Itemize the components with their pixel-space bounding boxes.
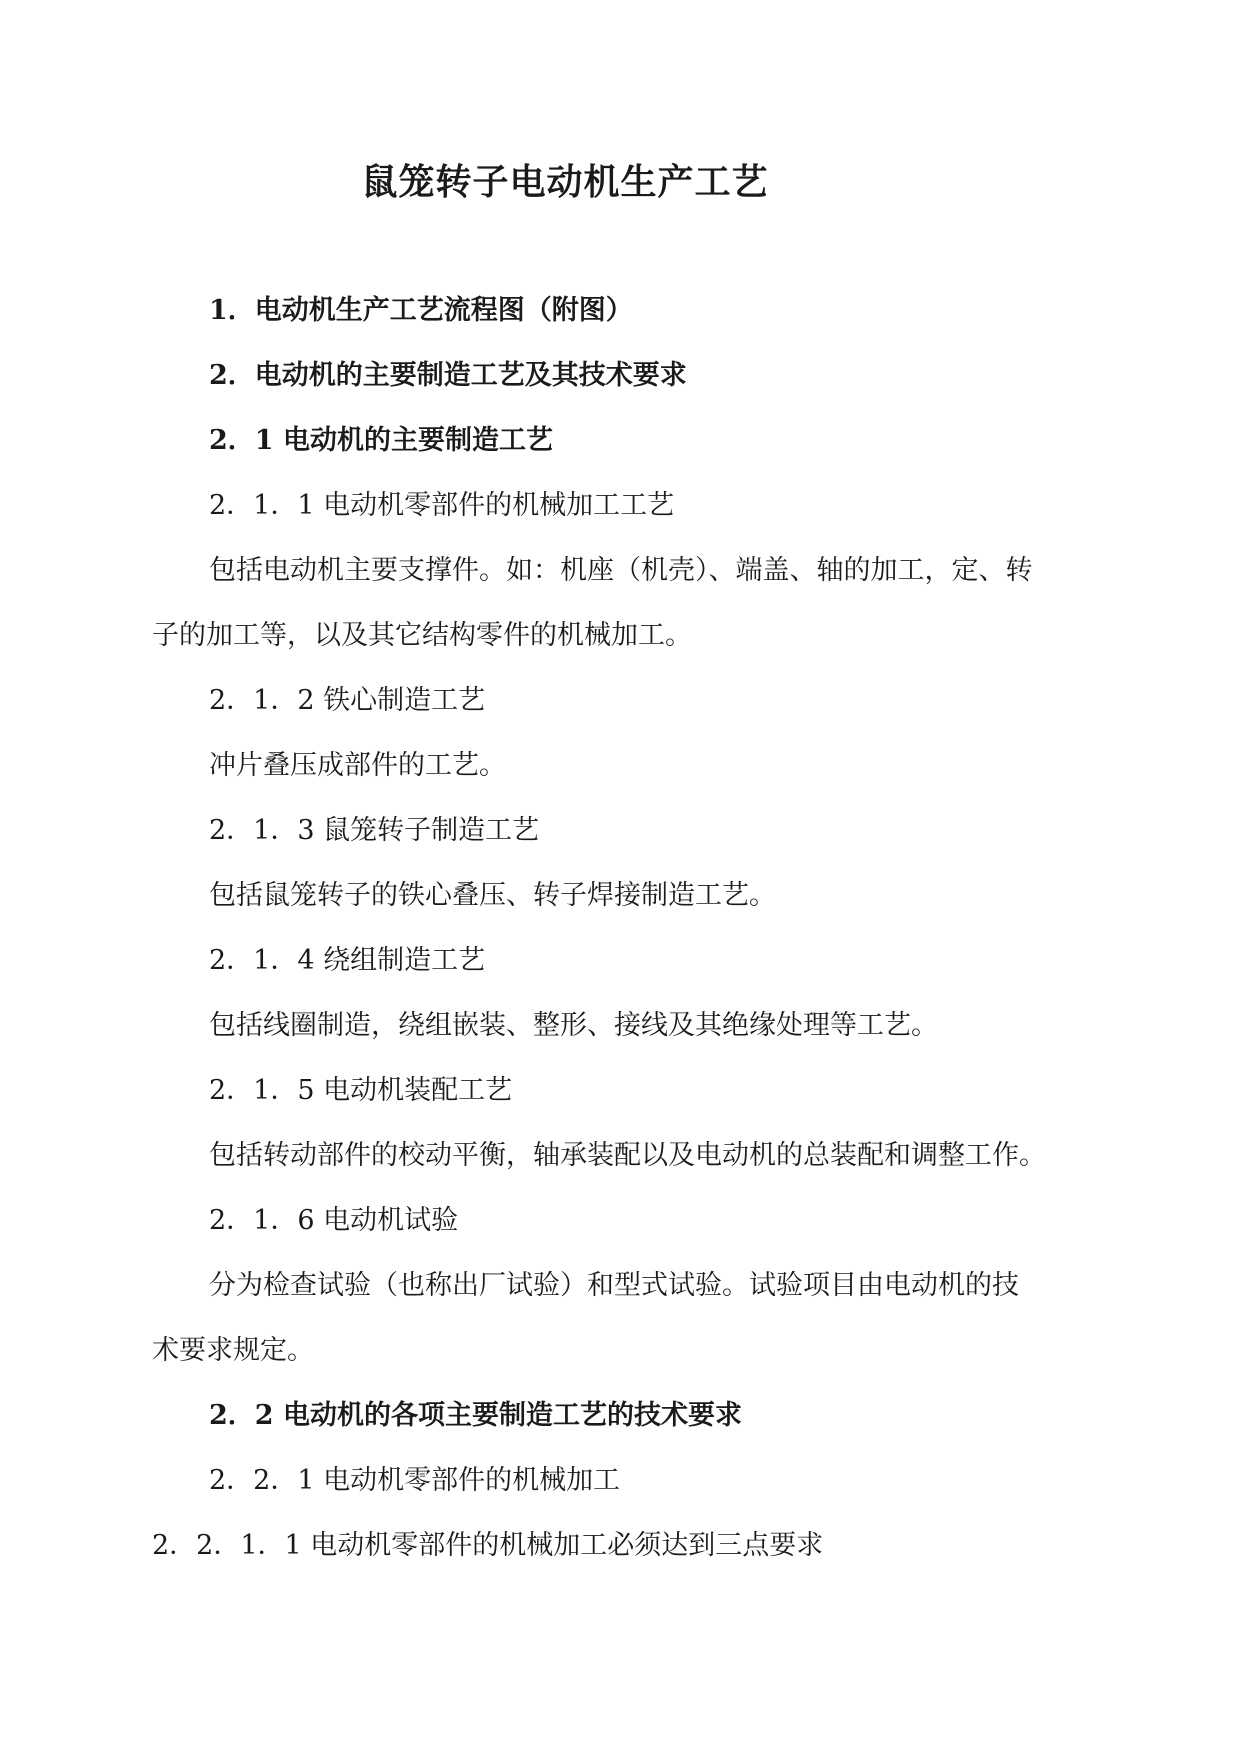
- paragraph-2-1-1-line-2: 子的加工等，以及其它结构零件的机械加工。: [152, 620, 692, 651]
- paragraph-2-1-2: 冲片叠压成部件的工艺。: [209, 750, 506, 781]
- heading-2-1-5: 2．1．5 电动机装配工艺: [209, 1075, 513, 1106]
- heading-2-1-6: 2．1．6 电动机试验: [209, 1205, 459, 1236]
- heading-2-1-4: 2．1．4 绕组制造工艺: [209, 945, 486, 976]
- paragraph-2-1-4: 包括线圈制造，绕组嵌装、整形、接线及其绝缘处理等工艺。: [209, 1010, 938, 1041]
- heading-2-2: 2．2 电动机的各项主要制造工艺的技术要求: [209, 1400, 742, 1431]
- document-title: 鼠笼转子电动机生产工艺: [361, 161, 769, 203]
- paragraph-2-1-6-line-2: 术要求规定。: [152, 1335, 314, 1366]
- heading-2-2-1-1: 2．2．1．1 电动机零部件的机械加工必须达到三点要求: [152, 1530, 824, 1561]
- heading-2: 2．电动机的主要制造工艺及其技术要求: [209, 360, 687, 391]
- heading-2-1-3: 2．1．3 鼠笼转子制造工艺: [209, 815, 540, 846]
- paragraph-2-1-1-line-1: 包括电动机主要支撑件。如：机座（机壳）、端盖、轴的加工，定、转: [209, 555, 1033, 586]
- heading-2-2-1: 2．2．1 电动机零部件的机械加工: [209, 1465, 621, 1496]
- heading-1: 1．电动机生产工艺流程图（附图）: [209, 295, 633, 326]
- heading-2-1-2: 2．1．2 铁心制造工艺: [209, 685, 486, 716]
- heading-2-1: 2．1 电动机的主要制造工艺: [209, 425, 553, 456]
- heading-2-1-1: 2．1．1 电动机零部件的机械加工工艺: [209, 490, 675, 521]
- paragraph-2-1-5: 包括转动部件的校动平衡，轴承装配以及电动机的总装配和调整工作。: [209, 1140, 1046, 1171]
- paragraph-2-1-3: 包括鼠笼转子的铁心叠压、转子焊接制造工艺。: [209, 880, 776, 911]
- paragraph-2-1-6-line-1: 分为检查试验（也称出厂试验）和型式试验。试验项目由电动机的技: [209, 1270, 1019, 1301]
